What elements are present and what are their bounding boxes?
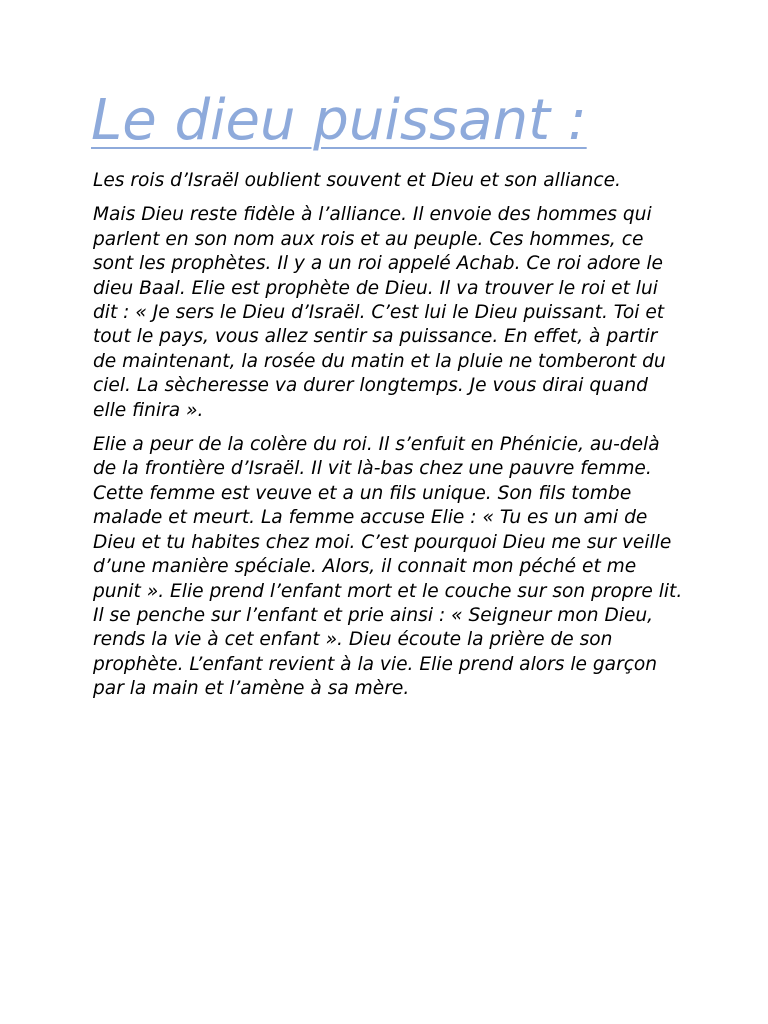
- paragraph-2: Mais Dieu reste fidèle à l’alliance. Il envoie des hommes qui parlent en son nom aux rois et au peuple. Ces hommes, ce sont les prophètes. Il y a un roi appelé Achab. Ce roi adore le dieu Baal. Elie est prophète de Dieu. Il va trouver le roi et lui dit : « Je sers le Dieu d’Israël. C’est lui le Dieu puissant. Toi et tout le pays, vous allez sentir sa puissance. En effet, à partir de maintenant, la rosée du matin et la pluie ne tomberont du ciel. La sècheresse va durer longtemps. Je vous dirai quand elle finira ».: [93, 204, 666, 421]
- document-title: Le dieu puissant :: [91, 88, 587, 153]
- paragraph-3: Elie a peur de la colère du roi. Il s’enfuit en Phénicie, au-delà de la frontière d’Israël. Il vit là-bas chez une pauvre femme. Cette femme est veuve et a un fils unique. Son fils tombe malade et meurt. La femme accuse Elie : « Tu es un ami de Dieu et tu habites chez moi. C’est pourquoi Dieu me sur veille d’une manière spéciale. Alors, il connait mon péché et me punit ». Elie prend l’enfant mort et le couche sur son propre lit. Il se penche sur l’enfant et prie ainsi : « Seigneur mon Dieu, rends la vie à cet enfant ». Dieu écoute la prière de son prophète. L’enfant revient à la vie. Elie prend alors le garçon par la main et l’amène à sa mère.: [93, 434, 683, 700]
- document-body: [93, 169, 683, 712]
- paragraph-1: Les rois d’Israël oublient souvent et Dieu et son alliance.: [93, 170, 621, 191]
